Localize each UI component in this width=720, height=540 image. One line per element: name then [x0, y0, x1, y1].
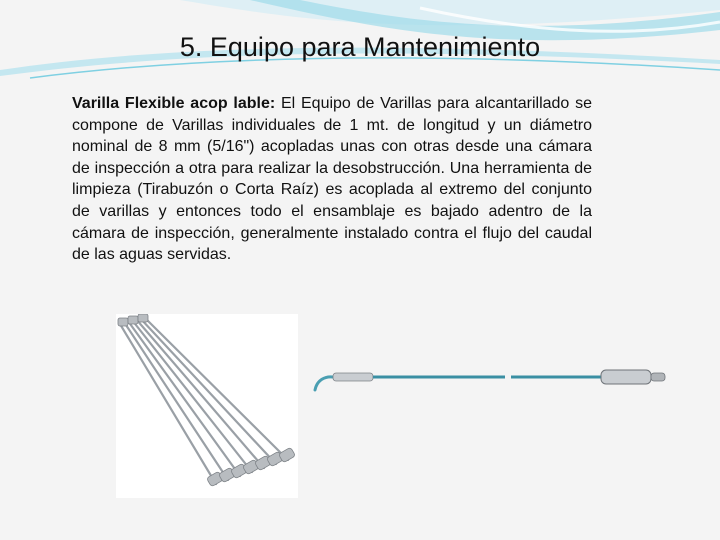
rods-bundle-image [116, 314, 298, 498]
cleaning-tool-image [305, 350, 675, 410]
description-text: El Equipo de Varillas para alcantarillado se compone de Varillas individuales de 1 mt. de longitud y un diámetro nominal de 8 mm (5/16") acopladas unas con otras desde una cámara de inspección a otra para realizar la desobstrucción. Una herramienta de limpieza (Tirabuzón o Corta Raíz) es acoplada al extremo del conjunto de varillas y entonces todo el ensamblaje es bajado adentro de la cámara de inspección, generalmente instalado contra el flujo del caudal de las aguas servidas. [72, 95, 592, 264]
page-title: 5. Equipo para Mantenimiento [179, 32, 541, 62]
description-paragraph [72, 93, 592, 266]
term-label: Varilla Flexible acop lable: [72, 95, 276, 112]
